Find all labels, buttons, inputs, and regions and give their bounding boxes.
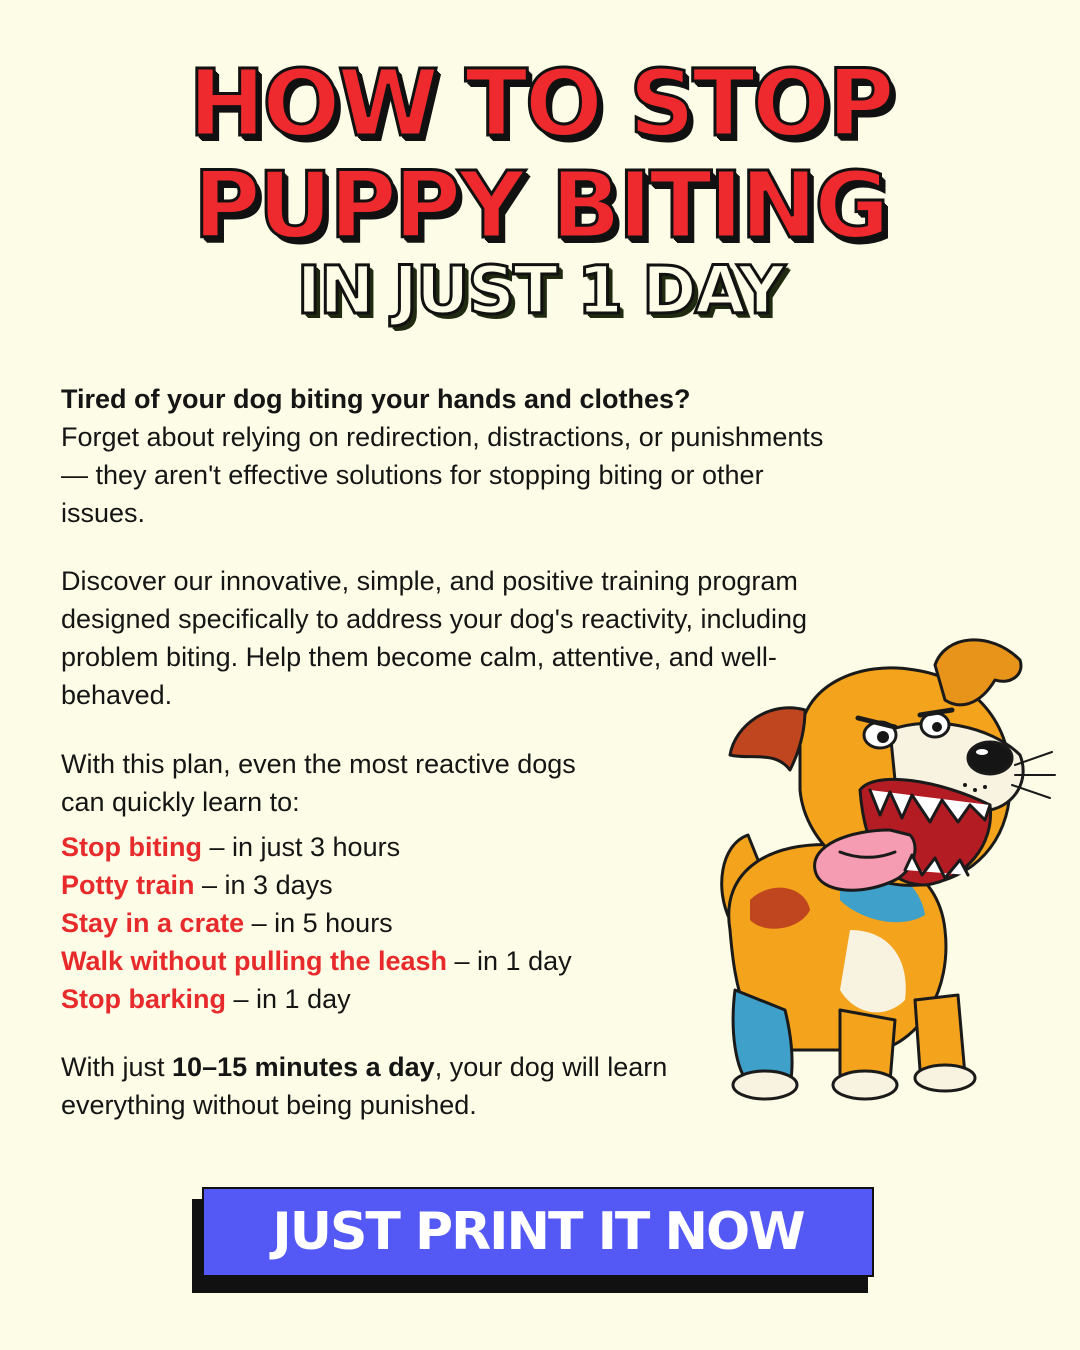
skill-time: – in just 3 hours [201,832,401,862]
skill-time: – in 1 day [226,984,351,1014]
angry-cartoon-puppy-icon [690,630,1060,1110]
headline-line-1: HOW TO STOP [188,50,892,157]
skill-name: Potty train [61,870,195,900]
skill-name: Stop biting [61,832,202,862]
intro-question: Tired of your dog biting your hands and clothes? [61,384,691,414]
skill-name: Stay in a crate [61,908,245,938]
intro-text: Forget about relying on redirection, distractions, or punishments — they aren't effective solutions for stopping biting or other issues. [61,422,824,528]
skill-time: – in 1 day [447,946,572,976]
closing-highlight: 10–15 minutes a day [172,1052,435,1082]
skill-time: – in 5 hours [244,908,393,938]
skill-name: Stop barking [61,984,227,1014]
closing-before: With just [61,1052,173,1082]
skill-item [61,942,572,980]
closing-after: , your dog will learn everything without being punished. [61,1052,668,1120]
program-paragraph: Discover our innovative, simple, and positive training program designed specifically to address your dog's reactivity, including problem biting. Help them become calm, attentive, and well-behaved. [61,566,808,710]
just-print-it-now-button[interactable]: JUST PRINT IT NOW [202,1187,874,1277]
skill-name: Walk without pulling the leash [61,946,448,976]
closing-paragraph [61,1048,721,1124]
plan-lead: With this plan, even the most reactive dogs can quickly learn to: [61,749,576,817]
skill-time: – in 3 days [194,870,333,900]
skills-list [61,828,572,1018]
intro-paragraph [61,380,851,532]
skill-item [61,866,572,904]
headline-line-3: IN JUST 1 DAY [296,252,784,329]
skill-item [61,828,572,866]
headline-line-2: PUPPY BITING [193,152,887,259]
skill-item [61,980,572,1018]
skill-item [61,904,572,942]
